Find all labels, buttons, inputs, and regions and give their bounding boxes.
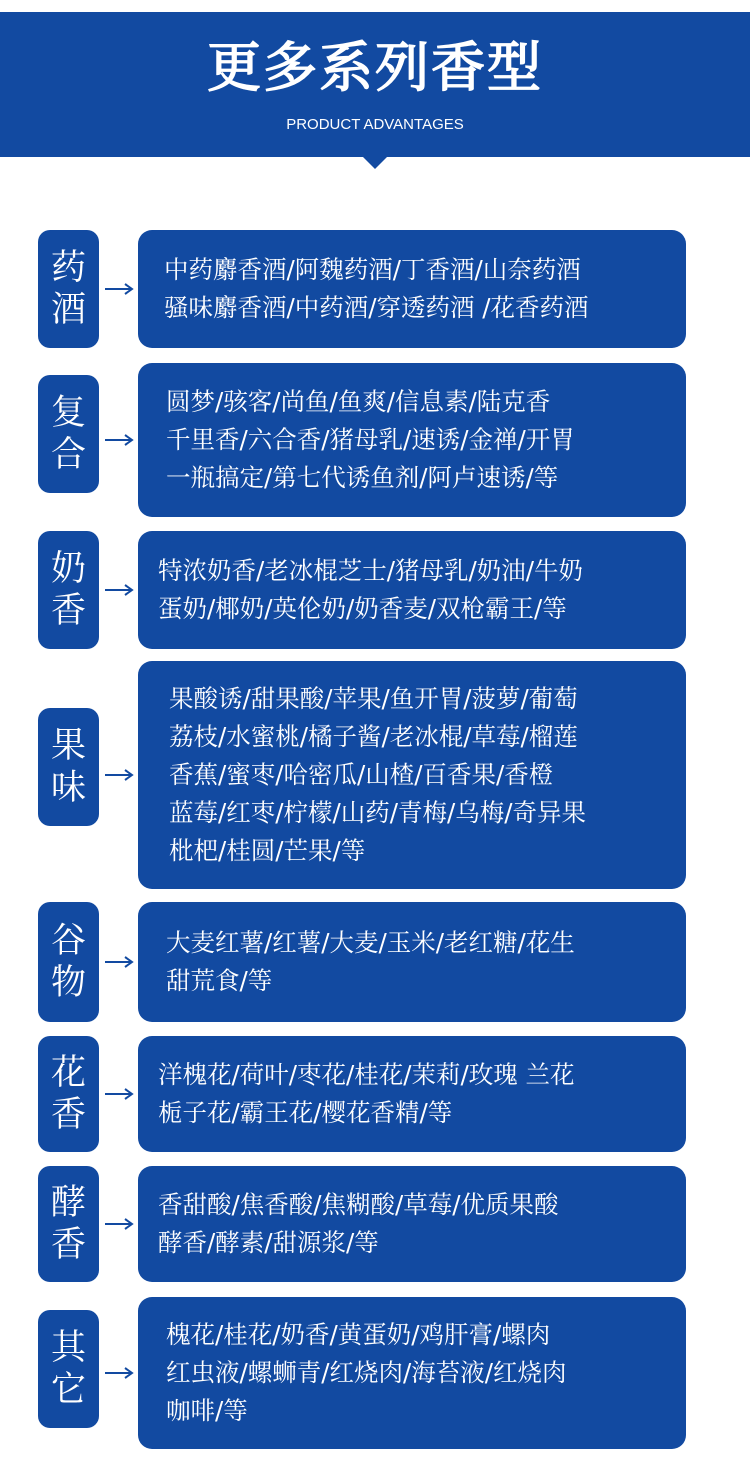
category-content-box <box>138 531 686 649</box>
category-content-box <box>138 230 686 348</box>
arrow-right-icon <box>104 583 134 597</box>
category-tag-char: 它 <box>50 1370 86 1410</box>
arrow-right-icon <box>104 1217 134 1231</box>
category-item-line: 千里香/六合香/猪母乳/速诱/金禅/开胃 <box>166 425 575 454</box>
category-tag-char: 香 <box>50 1225 86 1265</box>
category-tag-char: 物 <box>50 963 86 1003</box>
category-tag-char: 奶 <box>50 549 86 589</box>
category-tag-char: 复 <box>50 393 86 433</box>
category-item-line: 咖啡/等 <box>166 1396 248 1425</box>
category-item-line: 香甜酸/焦香酸/焦糊酸/草莓/优质果酸 <box>158 1190 559 1219</box>
category-tag-char: 香 <box>50 591 86 631</box>
arrow-right-icon <box>104 1087 134 1101</box>
category-tag <box>38 1166 99 1282</box>
category-tag <box>38 1036 99 1152</box>
category-tag <box>38 902 99 1022</box>
category-tag-char: 谷 <box>50 921 86 961</box>
category-item-line: 骚味麝香酒/中药酒/穿透药酒 /花香药酒 <box>164 293 589 322</box>
category-item-line: 槐花/桂花/奶香/黄蛋奶/鸡肝膏/螺肉 <box>166 1320 551 1349</box>
category-tag-char: 药 <box>50 248 86 288</box>
category-tag-char: 花 <box>50 1053 86 1093</box>
category-tag-char: 果 <box>50 726 86 766</box>
page-title: 更多系列香型 <box>207 36 543 99</box>
category-item-line: 大麦红薯/红薯/大麦/玉米/老红糖/花生 <box>166 928 575 957</box>
category-item-line: 酵香/酵素/甜源浆/等 <box>158 1228 379 1257</box>
category-tag-char: 其 <box>50 1328 86 1368</box>
category-item-line: 一瓶搞定/第七代诱鱼剂/阿卢速诱/等 <box>166 463 559 492</box>
category-item-line: 特浓奶香/老冰棍芝士/猪母乳/奶油/牛奶 <box>158 556 584 585</box>
arrow-right-icon <box>104 433 134 447</box>
category-content-box <box>138 363 686 517</box>
category-tag-char: 合 <box>50 435 86 475</box>
category-tag <box>38 1310 99 1428</box>
arrow-right-icon <box>104 282 134 296</box>
arrow-right-icon <box>104 955 134 969</box>
category-tag <box>38 531 99 649</box>
category-item-line: 荔枝/水蜜桃/橘子酱/老冰棍/草莓/榴莲 <box>169 722 578 751</box>
category-item-line: 红虫液/螺蛳青/红烧肉/海苔液/红烧肉 <box>166 1358 567 1387</box>
category-tag-char: 香 <box>50 1095 86 1135</box>
category-tag-char: 酒 <box>50 290 86 330</box>
category-tag <box>38 375 99 493</box>
arrow-right-icon <box>104 768 134 782</box>
category-item-line: 中药麝香酒/阿魏药酒/丁香酒/山奈药酒 <box>164 255 581 284</box>
category-item-line: 枇杷/桂圆/芒果/等 <box>169 836 366 865</box>
banner-pointer <box>361 155 389 169</box>
category-item-line: 果酸诱/甜果酸/苹果/鱼开胃/菠萝/葡萄 <box>169 684 578 713</box>
category-item-line: 蓝莓/红枣/柠檬/山药/青梅/乌梅/奇异果 <box>169 798 587 827</box>
category-tag <box>38 230 99 348</box>
header-banner <box>0 12 750 157</box>
category-content-box <box>138 1297 686 1449</box>
category-item-line: 甜荒食/等 <box>166 966 273 995</box>
category-item-line: 香蕉/蜜枣/哈密瓜/山楂/百香果/香橙 <box>169 760 554 789</box>
category-item-line: 栀子花/霸王花/樱花香精/等 <box>158 1098 453 1127</box>
category-tag-char: 酵 <box>50 1183 86 1223</box>
category-tag <box>38 708 99 826</box>
category-content-box <box>138 902 686 1022</box>
category-item-line: 圆梦/骇客/尚鱼/鱼爽/信息素/陆克香 <box>166 387 551 416</box>
arrow-right-icon <box>104 1366 134 1380</box>
category-tag-char: 味 <box>50 768 86 808</box>
category-content-box <box>138 1166 686 1282</box>
category-item-line: 蛋奶/椰奶/英伦奶/奶香麦/双枪霸王/等 <box>158 594 567 623</box>
category-item-line: 洋槐花/荷叶/枣花/桂花/茉莉/玫瑰 兰花 <box>158 1060 575 1089</box>
category-content-box <box>138 1036 686 1152</box>
category-content-box <box>138 661 686 889</box>
page-subtitle: PRODUCT ADVANTAGES <box>286 116 464 133</box>
